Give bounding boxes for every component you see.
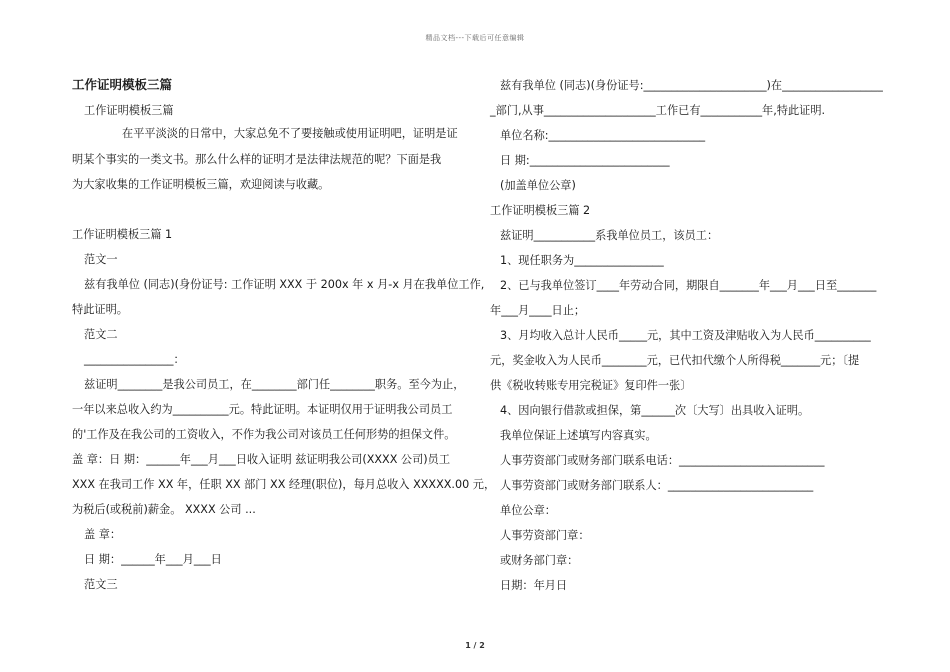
cert-2-item-1: 1、现任职务为________________ [500, 254, 664, 267]
sample-1-label: 范文一 [84, 253, 118, 266]
sample-2-seal: 盖 章： [84, 528, 122, 541]
document-title: 工作证明模板三篇 [72, 77, 173, 92]
intro-line-3: 为大家收集的工作证明模板三篇，欢迎阅读与收藏。 [72, 178, 330, 191]
sample-2-line-1: 兹证明________是我公司员工，在________部门任________职务。至今为止， [84, 378, 465, 391]
cert-2-item-2-cont: 年___月____日止； [490, 304, 586, 317]
sample-2-line-2: 一年以来总收入约为__________元。特此证明。本证明仅用于证明我公司员工 [72, 403, 453, 416]
section-heading-2: 工作证明模板三篇 2 [490, 204, 591, 217]
sample-3-line-2: _部门,从事____________________工作已有___________年,特此证明. [490, 104, 826, 117]
unit-seal: 单位公章： [500, 504, 556, 517]
sample-2-line-3: 的'工作及在我公司的工资收入，不作为我公司对该员工任何形势的担保文件。 [72, 428, 456, 441]
sample-2-line-6: 为税后(或税前)薪金。 XXXX 公司 ... [72, 503, 256, 516]
sample-2-recipient: ________________： [84, 353, 185, 366]
cert-2-item-2: 2、已与我单位签订____年劳动合同，期限自_______年___月___日至_______ [500, 279, 877, 292]
section-heading-1: 工作证明模板三篇 1 [72, 228, 173, 241]
cert-2-item-3-cont-2: 供《税收转账专用完税证》复印件一张〕 [490, 379, 692, 392]
cert-2-item-4: 4、因向银行借款或担保，第______次〔大写〕出具收入证明。 [500, 404, 810, 417]
cert-2-item-3-cont: 元，奖金收入为人民币________元，已代扣代缴个人所得税_______元；〔提 [490, 354, 860, 367]
sample-3-line-1: 兹有我单位 (同志)(身份证号:______________________)在__________________ [500, 79, 883, 92]
cert-2-intro: 兹证明___________系我单位员工，该员工： [500, 229, 719, 242]
subtitle: 工作证明模板三篇 [84, 104, 174, 117]
sample-2-line-4: 盖 章：日 期：______年___月___日收入证明 兹证明我公司(XXXX 公司)员工 [72, 453, 451, 466]
finance-seal: 或财务部门章： [500, 554, 579, 567]
page-number: 1 / 2 [465, 641, 485, 650]
unit-name-field: 单位名称:____________________________ [500, 129, 706, 142]
sample-2-label: 范文二 [84, 328, 118, 341]
official-seal-note: (加盖单位公章) [500, 179, 576, 192]
intro-line-2: 明某个事实的一类文书。那么什么样的证明才是法律法规范的呢？下面是我 [72, 153, 442, 166]
cert-2-item-3: 3、月均收入总计人民币_____元，其中工资及津贴收入为人民币__________ [500, 329, 871, 342]
sample-1-line-1: 兹有我单位 (同志)(身份证号: 工作证明 XXX 于 200x 年 x 月-x 月在我单位工作, [84, 278, 485, 291]
page-header: 精品文档---下载后可任意编辑 [425, 34, 525, 42]
contact-phone-field: 人事劳资部门或财务部门联系电话：__________________________ [500, 454, 825, 467]
intro-line-1: 在平平淡淡的日常中，大家总免不了要接触或使用证明吧，证明是证 [122, 127, 458, 140]
final-date: 日期：年月日 [500, 579, 568, 592]
sample-3-label: 范文三 [84, 578, 118, 591]
guarantee-statement: 我单位保证上述填写内容真实。 [500, 429, 657, 442]
contact-person-field: 人事劳资部门或财务部门联系人：__________________________ [500, 479, 814, 492]
sample-1-line-2: 特此证明。 [72, 303, 128, 316]
sample-2-date: 日 期：______年___月___日 [84, 553, 222, 566]
date-field: 日 期:_________________________ [500, 154, 670, 167]
sample-2-line-5: XXX 在我司工作 XX 年，任职 XX 部门 XX 经理(职位)，每月总收入 XXXXX.00 元， [72, 478, 496, 491]
hr-seal: 人事劳资部门章： [500, 529, 590, 542]
